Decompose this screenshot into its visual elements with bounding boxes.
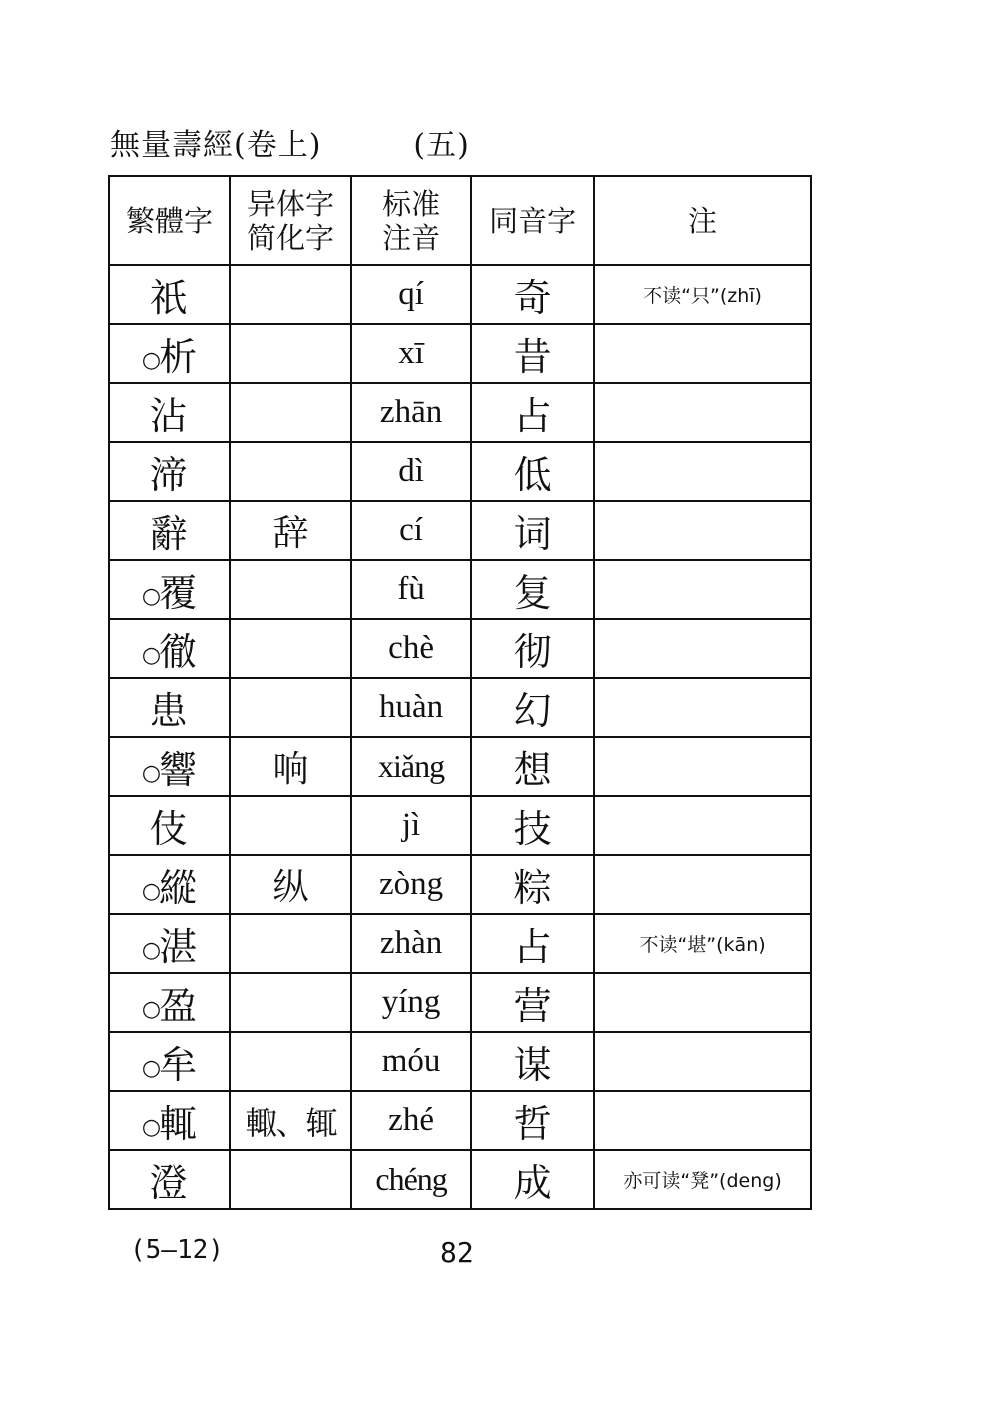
cell-pinyin: jì [351,796,471,855]
traditional-char: 盈 [159,984,198,1028]
circle-marker-icon: ○ [141,761,162,786]
cell-note [594,737,811,796]
cell-note [594,383,811,442]
circle-marker-icon: ○ [141,643,162,668]
page-number: 82 [440,1236,474,1269]
cell-homophone: 哲 [471,1091,594,1150]
cell-pinyin: chéng [351,1150,471,1209]
table-header-row [109,176,811,265]
cell-pinyin: xiǎng [351,737,471,796]
circle-marker-icon: ○ [141,584,162,609]
cell-pinyin: zhé [351,1091,471,1150]
cell-homophone: 词 [471,501,594,560]
cell-note [594,324,811,383]
traditional-char: 縱 [159,866,198,910]
cell-variant: 輙、辄 [230,1091,351,1150]
table-body [109,265,811,1209]
cell-note [594,560,811,619]
cell-variant [230,796,351,855]
cell-homophone: 粽 [471,855,594,914]
cell-note [594,501,811,560]
cell-traditional [109,678,230,737]
traditional-char: 析 [159,335,198,379]
table-row [109,442,811,501]
cell-traditional [109,914,230,973]
cell-traditional [109,265,230,324]
traditional-char: 沾 [149,394,188,438]
cell-traditional [109,1032,230,1091]
cell-homophone: 昔 [471,324,594,383]
circle-marker-icon: ○ [141,938,162,963]
cell-homophone: 奇 [471,265,594,324]
cell-traditional [109,560,230,619]
table-row [109,973,811,1032]
cell-pinyin: móu [351,1032,471,1091]
cell-pinyin: zòng [351,855,471,914]
cell-traditional [109,737,230,796]
cell-homophone: 谋 [471,1032,594,1091]
cell-note: 亦可读“凳”(deng) [594,1150,811,1209]
cell-pinyin: qí [351,265,471,324]
cell-traditional [109,1091,230,1150]
cell-homophone: 低 [471,442,594,501]
cell-variant: 辞 [230,501,351,560]
cell-traditional [109,796,230,855]
cell-note [594,973,811,1032]
cell-note: 不读“只”(zhī) [594,265,811,324]
header-pinyin-line1: 标准 [382,186,441,221]
cell-note [594,619,811,678]
traditional-char: 澄 [149,1161,188,1205]
cell-note [594,796,811,855]
table-row [109,1091,811,1150]
header-variant [230,176,351,265]
cell-variant [230,619,351,678]
cell-note [594,855,811,914]
cell-variant [230,1150,351,1209]
cell-traditional [109,619,230,678]
cell-traditional [109,383,230,442]
cell-pinyin: dì [351,442,471,501]
cell-pinyin: cí [351,501,471,560]
cell-homophone: 复 [471,560,594,619]
traditional-char: 渧 [149,453,188,497]
header-note: 注 [594,176,811,265]
table-row [109,501,811,560]
traditional-char: 覆 [159,571,198,615]
traditional-char: 牟 [159,1043,198,1087]
table-row [109,855,811,914]
table-row [109,324,811,383]
table-row [109,619,811,678]
table-row [109,383,811,442]
cell-variant: 纵 [230,855,351,914]
traditional-char: 伎 [149,807,188,851]
cell-note [594,1032,811,1091]
circle-marker-icon: ○ [141,1115,162,1140]
cell-variant [230,678,351,737]
cell-homophone: 占 [471,383,594,442]
cell-variant [230,1032,351,1091]
traditional-char: 輒 [159,1102,198,1146]
footer-code: (5—12) [130,1235,224,1265]
traditional-char: 辭 [149,512,188,556]
cell-variant [230,914,351,973]
cell-pinyin: zhān [351,383,471,442]
cell-pinyin: fù [351,560,471,619]
table-row [109,737,811,796]
header-pinyin-line2: 注音 [382,220,441,255]
cell-traditional [109,501,230,560]
traditional-char: 祇 [149,276,188,320]
cell-variant [230,973,351,1032]
table-row [109,1032,811,1091]
traditional-char: 徹 [159,630,198,674]
cell-note [594,442,811,501]
cell-traditional [109,973,230,1032]
cell-pinyin: yíng [351,973,471,1032]
cell-note [594,678,811,737]
header-homophone: 同音字 [471,176,594,265]
cell-pinyin: chè [351,619,471,678]
cell-traditional [109,1150,230,1209]
cell-note: 不读“堪”(kān) [594,914,811,973]
traditional-char: 響 [159,748,198,792]
header-variant-line2: 简化字 [247,220,335,255]
header-variant-line1: 异体字 [247,186,335,221]
circle-marker-icon: ○ [141,1056,162,1081]
cell-variant [230,383,351,442]
traditional-char: 患 [149,689,188,733]
table-row [109,796,811,855]
cell-traditional [109,442,230,501]
cell-note [594,1091,811,1150]
page-title [110,120,470,164]
cell-variant [230,324,351,383]
header-pinyin [351,176,471,265]
cell-variant [230,265,351,324]
table-row [109,560,811,619]
cell-traditional [109,855,230,914]
sutra-title: 無量壽經(卷上) [110,128,322,163]
cell-homophone: 营 [471,973,594,1032]
pronunciation-table [108,175,812,1210]
cell-variant [230,442,351,501]
cell-pinyin: huàn [351,678,471,737]
circle-marker-icon: ○ [141,997,162,1022]
cell-variant: 响 [230,737,351,796]
header-traditional: 繁體字 [109,176,230,265]
cell-variant [230,560,351,619]
cell-homophone: 彻 [471,619,594,678]
table-row [109,914,811,973]
table-row [109,1150,811,1209]
cell-pinyin: xī [351,324,471,383]
cell-pinyin: zhàn [351,914,471,973]
cell-homophone: 幻 [471,678,594,737]
cell-homophone: 技 [471,796,594,855]
cell-homophone: 成 [471,1150,594,1209]
circle-marker-icon: ○ [141,879,162,904]
cell-homophone: 占 [471,914,594,973]
circle-marker-icon: ○ [141,348,162,373]
table-row [109,265,811,324]
traditional-char: 湛 [159,925,198,969]
cell-homophone: 想 [471,737,594,796]
cell-traditional [109,324,230,383]
section-number: (五) [413,128,470,163]
table-row [109,678,811,737]
